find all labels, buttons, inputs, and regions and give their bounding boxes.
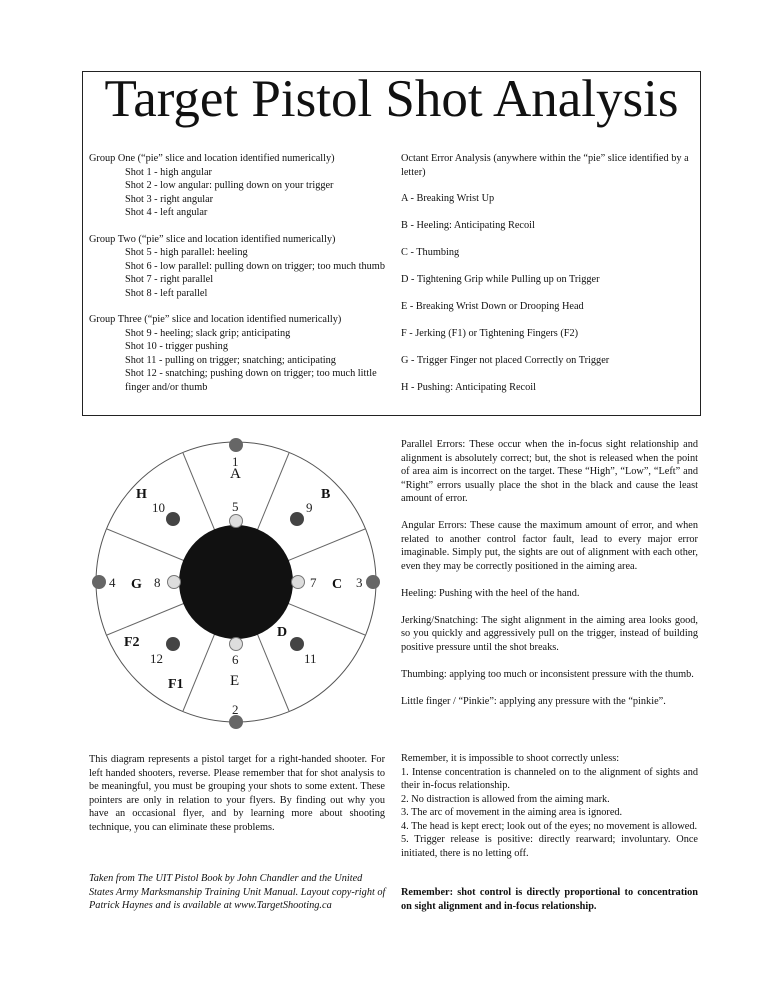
shot-marker-10 — [166, 512, 180, 526]
error-jerking: Jerking/Snatching: The sight alignment in the aiming area looks good, so you quickly and aggressively pull on the trigger, instead of building positive pressure until the shot breaks. — [401, 614, 698, 653]
page-title: Target Pistol Shot Analysis — [104, 70, 679, 128]
shot-item: Shot 7 - right parallel — [125, 274, 214, 285]
shot-marker-11 — [290, 637, 304, 651]
shot-marker-1 — [229, 438, 243, 452]
remember-item: 4. The head is kept erect; look out of the eyes; no movement is allowed. — [401, 820, 698, 832]
shot-number-1: 1 — [232, 454, 239, 469]
octant-label-b: B — [321, 487, 331, 502]
error-definitions — [401, 438, 698, 722]
shot-item: Shot 10 - trigger pushing — [125, 341, 228, 352]
target-diagram — [90, 432, 390, 732]
octant-item: E - Breaking Wrist Down or Drooping Head — [401, 301, 584, 312]
diagram-description: This diagram represents a pistol target for a right-handed shooter. For left handed shooters, reverse. Please remember that for shot analysis to be meaningful, you must be grouping your shots to some extent. These pointers are only in relation to your flyers. By finding out why you have an occasional flyer, and by learning more about shooting technique, you can eliminate these problems. — [89, 754, 385, 833]
shot-marker-9 — [290, 512, 304, 526]
shot-number-12: 12 — [150, 651, 163, 666]
shot-number-5: 5 — [232, 499, 239, 514]
octant-item: A - Breaking Wrist Up — [401, 193, 495, 204]
remember-item: 5. Trigger release is positive: directly rearward; involuntary. Once initiated, there is no letting off. — [401, 834, 698, 859]
shot-item: Shot 5 - high parallel: heeling — [125, 247, 248, 258]
closing-note: Remember: shot control is directly proportional to concentration on sight alignment and in-focus relationship. — [401, 887, 698, 912]
remember-item: 3. The arc of movement in the aiming area is ignored. — [401, 807, 623, 818]
shot-marker-3 — [366, 575, 380, 589]
octant-label-c: C — [332, 577, 343, 592]
shot-item: Shot 11 - pulling on trigger; snatching; anticipating — [125, 354, 336, 366]
octant-item: F - Jerking (F1) or Tightening Fingers (F2) — [401, 328, 579, 339]
shot-item: Shot 9 - heeling; slack grip; anticipating — [125, 327, 291, 339]
octant-item: D - Tightening Grip while Pulling up on Trigger — [401, 274, 600, 285]
error-angular: Angular Errors: These cause the maximum amount of error, and when related to another control factor fault, lead to every major error imaginable. Simply put, the sights are out of alignment with each other, even they may be correctly positioned in the aiming area. — [401, 520, 698, 572]
shot-marker-8 — [168, 576, 181, 589]
octant-label-f2: F2 — [124, 635, 140, 650]
shot-item: Shot 8 - left parallel — [125, 287, 208, 299]
shot-marker-2 — [229, 715, 243, 729]
octant-item: H - Pushing: Anticipating Recoil — [401, 382, 536, 393]
remember-item: 1. Intense concentration is channeled on to the alignment of sights and their in-focus relationship. — [401, 766, 698, 791]
octant-label-g: G — [131, 577, 142, 592]
shot-number-11: 11 — [304, 651, 317, 666]
octant-intro: Octant Error Analysis (anywhere within the “pie” slice identified by a letter) — [401, 153, 689, 178]
shot-marker-7 — [292, 576, 305, 589]
shot-item: Shot 3 - right angular — [125, 193, 214, 205]
shot-item: Shot 6 - low parallel: pulling down on trigger; too much thumb — [125, 260, 385, 272]
octant-item: B - Heeling: Anticipating Recoil — [401, 220, 535, 231]
shot-number-8: 8 — [154, 575, 161, 590]
group-one — [89, 152, 389, 220]
octant-label-f1: F1 — [168, 677, 184, 692]
shot-marker-6 — [230, 638, 243, 651]
error-thumbing: Thumbing: applying too much or inconsistent pressure with the thumb. — [401, 668, 694, 680]
octant-analysis — [401, 152, 698, 408]
shot-marker-4 — [92, 575, 106, 589]
shot-number-7: 7 — [310, 575, 317, 590]
shot-item: Shot 4 - left angular — [125, 207, 208, 218]
error-pinkie: Little finger / “Pinkie”: applying any pressure with the “pinkie”. — [401, 695, 666, 707]
group-two — [89, 233, 389, 301]
error-heeling: Heeling: Pushing with the heel of the hand. — [401, 587, 580, 599]
shot-groups — [89, 152, 389, 407]
shot-number-2: 2 — [232, 702, 239, 717]
octant-item: G - Trigger Finger not placed Correctly on Trigger — [401, 355, 610, 366]
group-heading: Group Three (“pie” slice and location identified numerically) — [89, 314, 342, 325]
error-parallel: Parallel Errors: These occur when the in-focus sight relationship and alignment is absolutely correct; but, the shot is released when the point of area aim is incorrect on the target. These “High”, “Low”, “Left” and “Right” errors usually place the shot in the black and cause the least amount of error. — [401, 439, 698, 504]
shot-item: Shot 2 - low angular: pulling down on your trigger — [125, 180, 334, 191]
octant-item: C - Thumbing — [401, 247, 460, 258]
shot-number-4: 4 — [109, 575, 116, 590]
octant-label-a: A — [230, 466, 241, 482]
bullseye — [179, 525, 293, 639]
shot-number-9: 9 — [306, 500, 313, 515]
remember-list — [401, 752, 698, 860]
group-heading: Group Two (“pie” slice and location identified numerically) — [89, 233, 336, 245]
shot-number-6: 6 — [232, 652, 239, 667]
octant-label-d: D — [277, 625, 288, 640]
shot-marker-12 — [166, 637, 180, 651]
octant-label-e: E — [230, 673, 240, 689]
shot-marker-5 — [230, 515, 243, 528]
group-heading: Group One (“pie” slice and location identified numerically) — [89, 153, 335, 164]
remember-intro: Remember, it is impossible to shoot correctly unless: — [401, 753, 620, 764]
octant-label-h: H — [136, 487, 147, 502]
shot-number-3: 3 — [356, 575, 363, 590]
group-three — [89, 313, 389, 394]
shot-item: Shot 12 - snatching; pushing down on trigger; too much little finger and/or thumb — [125, 368, 377, 393]
source-credit: Taken from The UIT Pistol Book by John Chandler and the United States Army Marksmanship Training Unit Manual. Layout copy-right of Patrick Haynes and is available at www.TargetShooting.ca — [89, 873, 386, 911]
remember-item: 2. No distraction is allowed from the aiming mark. — [401, 793, 610, 805]
shot-number-10: 10 — [152, 500, 165, 515]
shot-item: Shot 1 - high angular — [125, 166, 212, 178]
